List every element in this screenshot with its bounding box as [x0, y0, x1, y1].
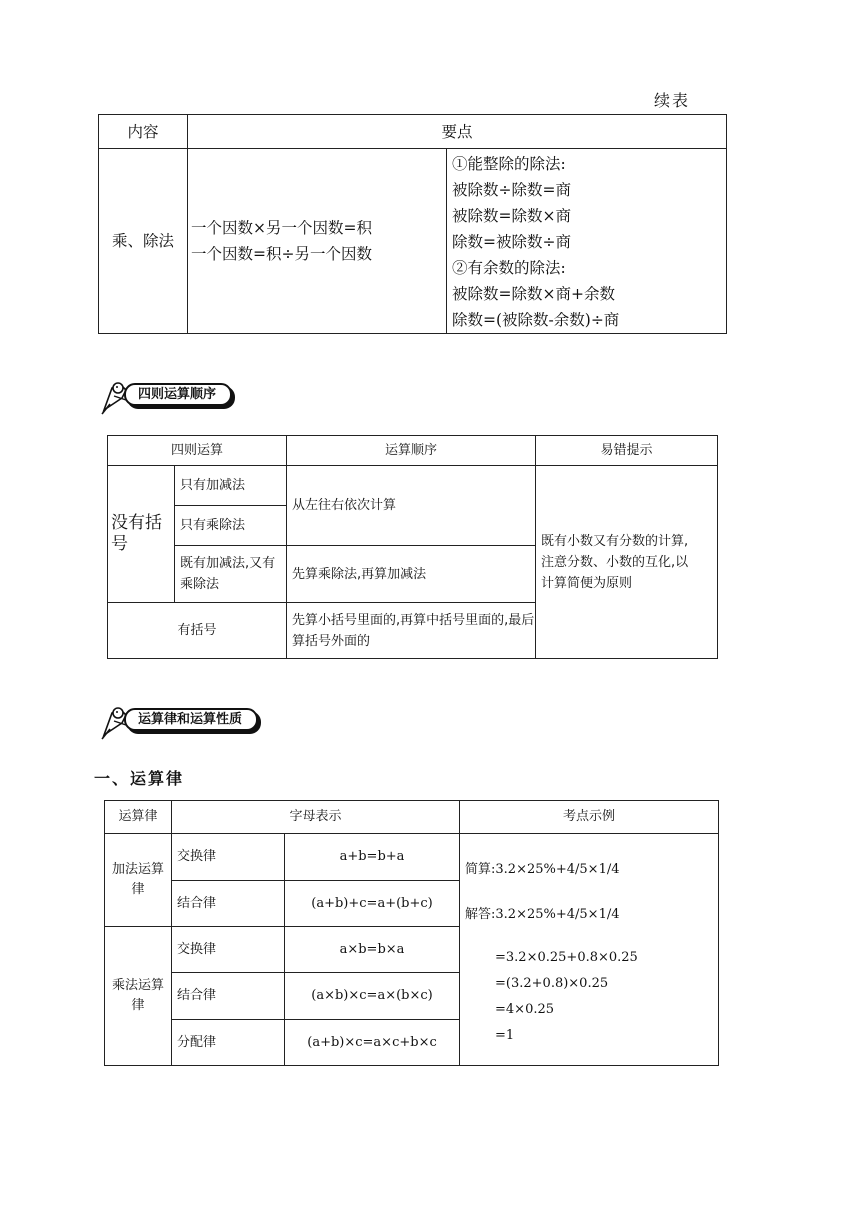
header-key-points: 要点	[188, 115, 727, 149]
header-order: 运算顺序	[287, 436, 536, 466]
add-commutative: 交换律	[172, 834, 285, 881]
no-brackets-label: 没有括号	[108, 466, 175, 603]
mul-law-label: 乘法运算律	[105, 927, 172, 1066]
division-rules	[447, 149, 727, 334]
division-line: 被除数÷除数=商	[452, 181, 571, 199]
section-title: 运算律和运算性质	[124, 708, 258, 731]
operation-order-table	[107, 435, 718, 659]
add-comm-formula: a+b=b+a	[285, 834, 460, 881]
section-title: 四则运算顺序	[124, 383, 232, 406]
left-to-right: 从左往右依次计算	[287, 466, 536, 546]
row-label: 乘、除法	[99, 149, 188, 334]
heading-laws: 一、运算律	[94, 769, 185, 788]
add-assoc-formula: (a+b)+c=a+(b+c)	[285, 881, 460, 927]
division-line: ①能整除的除法:	[452, 155, 566, 173]
mul-commutative: 交换律	[172, 927, 285, 973]
mul-associative: 结合律	[172, 973, 285, 1020]
brackets-order: 先算小括号里面的,再算中括号里面的,最后算括号外面的	[287, 603, 536, 659]
mul-comm-formula: a×b=b×a	[285, 927, 460, 973]
error-tip: 既有小数又有分数的计算,注意分数、小数的互化,以计算简便为原则	[536, 466, 718, 659]
example-step: =3.2×0.25+0.8×0.25	[495, 950, 638, 965]
header-letters: 字母表示	[172, 801, 460, 834]
header-content: 内容	[99, 115, 188, 149]
formula-line: 一个因数×另一个因数=积	[191, 219, 372, 237]
division-line: 除数=(被除数-余数)÷商	[452, 311, 620, 329]
division-line: 被除数=除数×商	[452, 207, 571, 225]
header-examples: 考点示例	[460, 801, 719, 834]
example-answer: 解答:3.2×25%+4/5×1/4	[465, 907, 620, 922]
division-line: ②有余数的除法:	[452, 259, 566, 277]
header-law: 运算律	[105, 801, 172, 834]
example-step: =4×0.25	[495, 1002, 555, 1017]
example-step: =1	[495, 1028, 515, 1043]
add-law-label: 加法运算律	[105, 834, 172, 927]
operation-laws-table	[104, 800, 719, 1066]
mixed-ops: 既有加减法,又有乘除法	[175, 546, 287, 603]
continued-label: 续表	[654, 91, 691, 110]
example-step: =(3.2+0.8)×0.25	[495, 976, 609, 991]
example-cell	[460, 834, 719, 1066]
header-tips: 易错提示	[536, 436, 718, 466]
mul-div-first: 先算乘除法,再算加减法	[287, 546, 536, 603]
distributive: 分配律	[172, 1020, 285, 1066]
formula-line: 一个因数=积÷另一个因数	[191, 245, 372, 263]
factor-formulas	[188, 149, 447, 334]
division-line: 除数=被除数÷商	[452, 233, 571, 251]
mul-assoc-formula: (a×b)×c=a×(b×c)	[285, 973, 460, 1020]
only-mul-div: 只有乘除法	[175, 506, 287, 546]
multiplication-division-table	[98, 114, 727, 334]
header-operations: 四则运算	[108, 436, 287, 466]
add-associative: 结合律	[172, 881, 285, 927]
example-question: 简算:3.2×25%+4/5×1/4	[465, 862, 620, 877]
with-brackets-label: 有括号	[108, 603, 287, 659]
division-line: 被除数=除数×商+余数	[452, 285, 615, 303]
only-add-sub: 只有加减法	[175, 466, 287, 506]
distrib-formula: (a+b)×c=a×c+b×c	[285, 1020, 460, 1066]
